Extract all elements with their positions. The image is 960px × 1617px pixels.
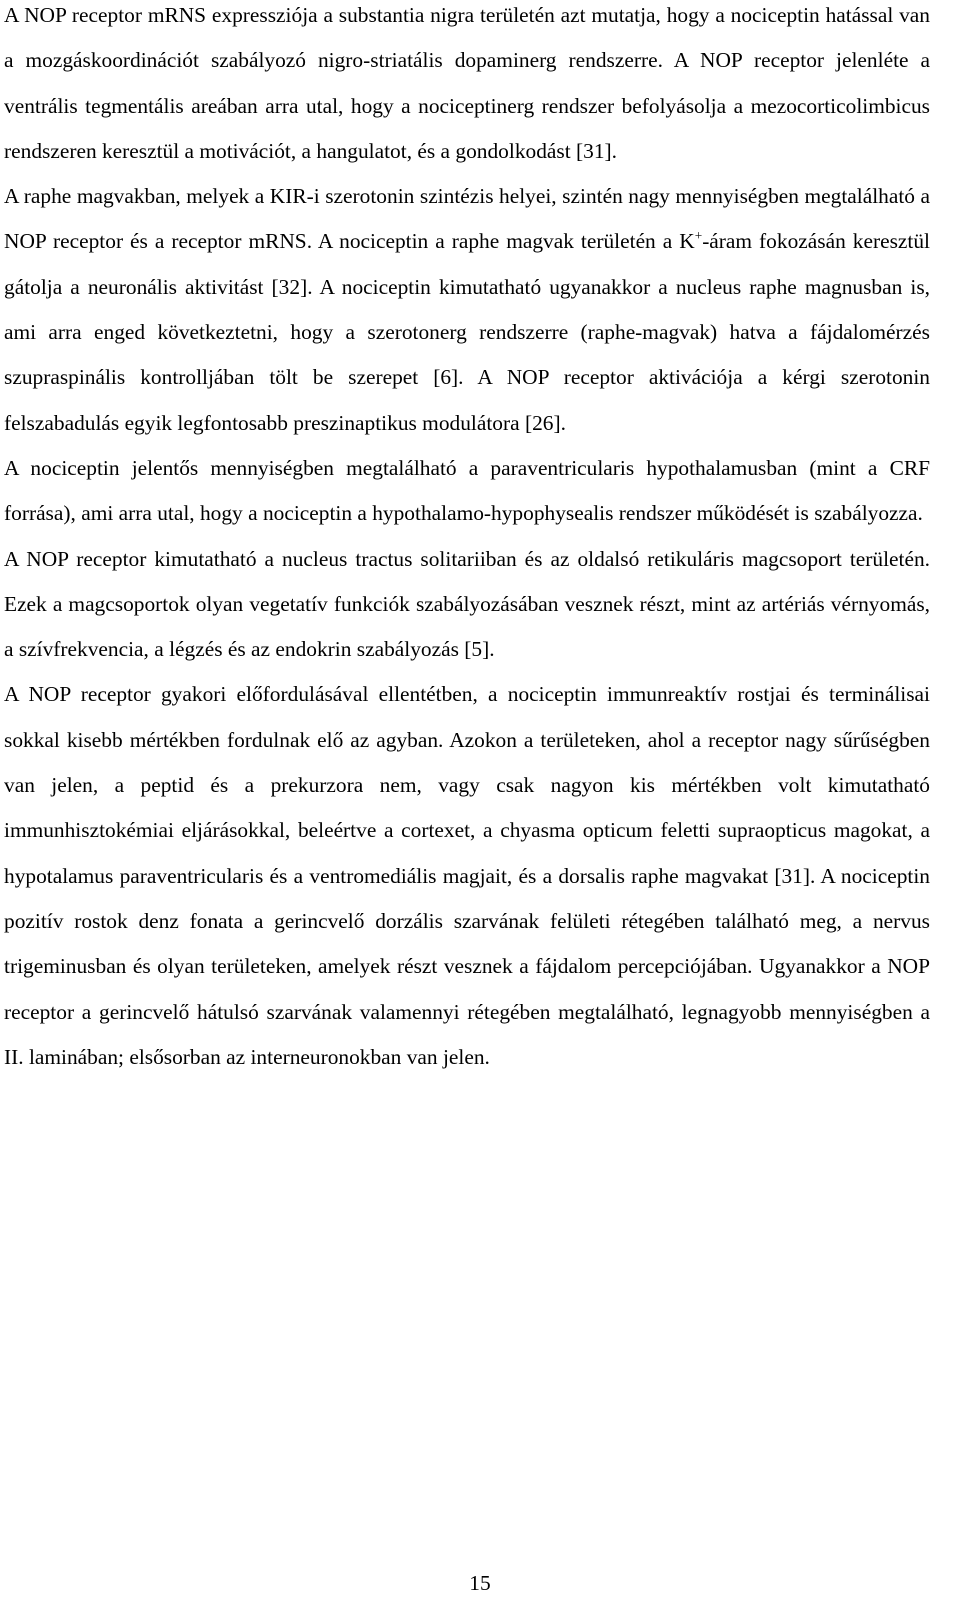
paragraph-nop-mrns-substantia-nigra: A NOP receptor mRNS expressziója a substantia nigra területén azt mutatja, hogy a nociceptin hatással van a mozgáskoordinációt szabályozó nigro-striatális dopaminerg rendszerre. A NOP receptor jelenléte a ventrális tegmentális areában arra utal, hogy a nociceptinerg rendszer befolyásolja a mezocorticolimbicus rendszeren keresztül a motivációt, a hangulatot, és a gondolkodást [31]. bbox=[4, 3, 930, 163]
body-text bbox=[4, 0, 930, 1080]
paragraph-paraventricular-hypothalamus: A nociceptin jelentős mennyiségben megtalálható a paraventricularis hypothalamusban (mint a CRF forrása), ami arra utal, hogy a nociceptin a hypothalamo-hypophysealis rendszer működését is szabályozza. bbox=[4, 455, 930, 526]
paragraph-nucleus-tractus-solitarii: A NOP receptor kimutatható a nucleus tractus solitariiban és az oldalsó retikuláris magcsoport területén. Ezek a magcsoportok olyan vegetatív funkciók szabályozásában vesznek részt, mint az artériás vérnyomás, a szívfrekvencia, a légzés és az endokrin szabályozás [5]. bbox=[4, 546, 930, 662]
paragraph-raphe-nuclei bbox=[4, 174, 930, 446]
page-number: 15 bbox=[469, 1571, 491, 1595]
paragraph-immunoreactive-fibers: A NOP receptor gyakori előfordulásával ellentétben, a nociceptin immunreaktív rostjai és terminálisai sokkal kisebb mértékben fordulnak elő az agyban. Azokon a területeken, ahol a receptor nagy sűrűségben van jelen, a peptid és a prekurzora nem, vagy csak nagyon kis mértékben volt kimutatható immunhisztokémiai eljárásokkal, beleértve a cortexet, a chyasma opticum feletti supraopticus magokat, a hypotalamus paraventricularis és a ventromediális magjait, és a dorsalis raphe magvakat [31]. A nociceptin pozitív rostok denz fonata a gerincvelő dorzális szarvának felületi rétegében található meg, a nervus trigeminusban és olyan területeken, amelyek részt vesznek a fájdalom percepciójában. Ugyanakkor a NOP receptor a gerincvelő hátulsó szarvának valamennyi rétegében megtalálható, legnagyobb mennyiségben a II. laminában; elsősorban az interneuronokban van jelen. bbox=[4, 682, 930, 1069]
paragraph-raphe-text-end: -áram fokozásán keresztül gátolja a neuronális aktivitást [32]. A nociceptin kimutatható ugyanakkor a nucleus raphe magnusban is, ami arra enged következtetni, hogy a szerotonerg rendszerre (raphe-magvak) hatva a fájdalomérzés szupraspinális kontrolljában tölt be szerepet [6]. A NOP receptor aktivációja a kérgi szerotonin felszabadulás egyik legfontosabb preszinaptikus modulátora [26]. bbox=[4, 229, 930, 435]
paragraph-raphe-text-start: A raphe magvakban, melyek a KIR-i szerotonin szintézis helyei, szintén nagy mennyiségben megtalálható a NOP receptor és a receptor mRNS. A nociceptin a raphe magvak területén a K bbox=[4, 184, 930, 254]
potassium-superscript: + bbox=[694, 228, 703, 244]
